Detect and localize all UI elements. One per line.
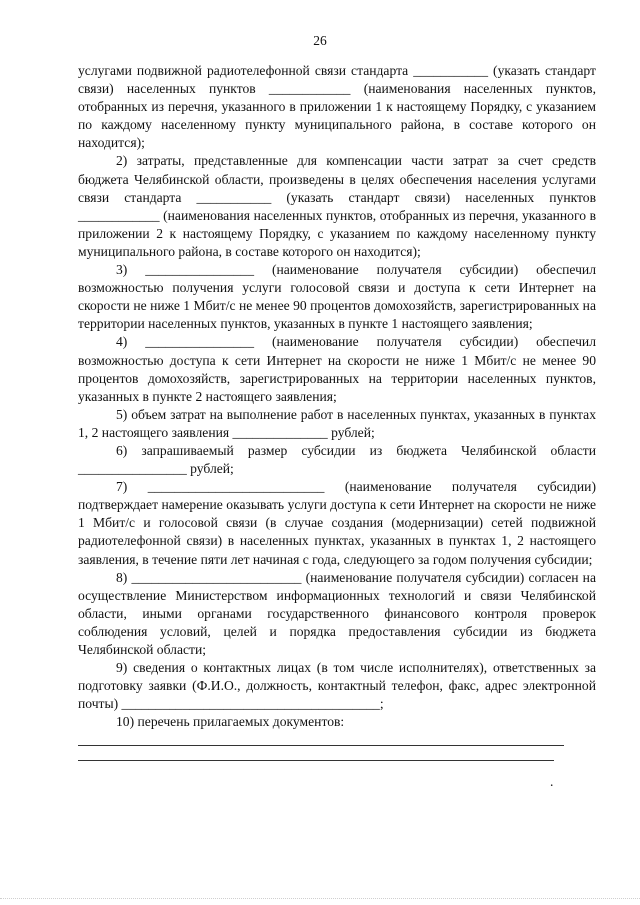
paragraph-8: 8) _________________________ (наименование получателя субсидии) согласен на осуществление Министерством информационных технологий и связи Челябинской области, иными органами государственного финансового контроля проверок соблюдения условий, целей и порядка предоставления субсидии из бюджета Челябинской области; <box>78 569 596 657</box>
page-edge-divider <box>0 898 640 899</box>
paragraph-5: 5) объем затрат на выполнение работ в населенных пунктах, указанных в пунктах 1, 2 настоящего заявления ______________ рублей; <box>78 406 596 440</box>
documents-blank-line-1[interactable] <box>78 734 564 746</box>
trailing-dot: . <box>550 774 554 789</box>
paragraph-4: 4) ________________ (наименование получателя субсидии) обеспечил возможностью доступа к сети Интернет на скорости не ниже 1 Мбит/с не менее 90 процентов домохозяйств, зарегистрированных на территории населенных пунктов, указанных в пункте 2 настоящего заявления; <box>78 334 596 404</box>
page-number: 26 <box>313 33 327 48</box>
paragraph-3: 3) ________________ (наименование получателя субсидии) обеспечил возможностью получения услуги голосовой связи и доступа к сети Интернет на скорости не ниже 1 Мбит/с не менее 90 процентов домохозяйств, зарегистрированных на территории населенных пунктов, указанных в пункте 1 настоящего заявления; <box>78 262 596 332</box>
paragraph-1-continued: услугами подвижной радиотелефонной связи стандарта ___________ (указать стандарт связи) населенных пунктов ____________ (наименования населенных пунктов, отобранных из перечня, указанного в приложении 1 к настоящему Порядку, с указанием по каждому населенному пункту муниципального района, в составе которого он находится); <box>78 63 596 151</box>
paragraph-9: 9) сведения о контактных лицах (в том числе исполнителях), ответственных за подготовку заявки (Ф.И.О., должность, контактный телефон, факс, адрес электронной почты) ______________________________________; <box>78 660 596 712</box>
document-body <box>78 62 596 761</box>
paragraph-10: 10) перечень прилагаемых документов: <box>116 714 345 730</box>
paragraph-6: 6) запрашиваемый размер субсидии из бюджета Челябинской области ________________ рублей; <box>78 442 596 477</box>
paragraph-2: 2) затраты, представленные для компенсации части затрат за счет средств бюджета Челябинской области, произведены в целях обеспечения населения услугами связи стандарта ___________ (указать стандарт связи) населенных пунктов ____________ (наименования населенных пунктов, отобранных из перечня, указанного в приложении 2 к настоящему Порядку, с указанием по каждому населенному пункту муниципального района, в составе которого он находится); <box>78 153 596 259</box>
paragraph-7: 7) __________________________ (наименование получателя субсидии) подтверждает намерение оказывать услуги доступа к сети Интернет на скорости не ниже 1 Мбит/с и голосовой связи (в случае создания (модернизации) сетей подвижной радиотелефонной связи) в населенных пунктах, указанных в пунктах 1, 2 настоящего заявления, в течение пяти лет начиная с года, следующего за годом получения субсидии; <box>78 479 596 567</box>
documents-blank-line-2[interactable] <box>78 749 554 761</box>
